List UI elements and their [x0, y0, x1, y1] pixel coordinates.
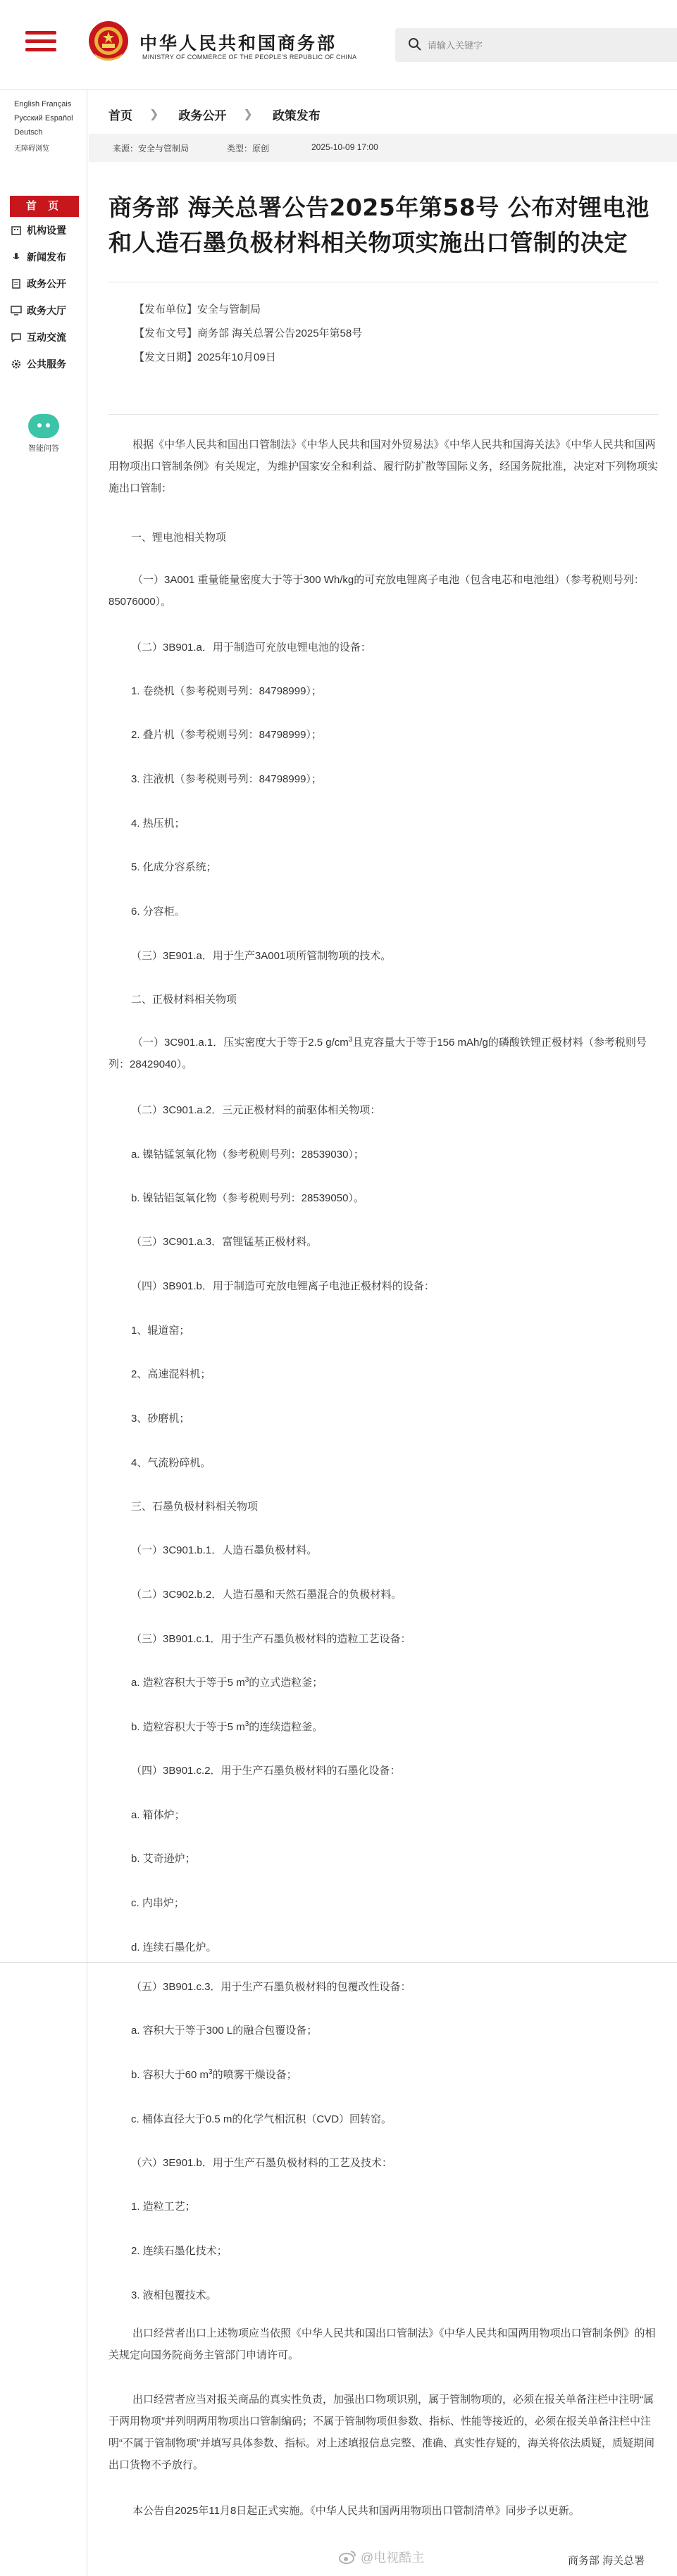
sidebar-item-services[interactable]	[10, 355, 83, 373]
clause-text: （二）3B901.a．用于制造可充放电锂电池的设备：	[131, 642, 371, 654]
section-heading: 一、锂电池相关物项	[131, 532, 227, 544]
section-separator	[0, 1962, 677, 1963]
list-item: 3. 注液机（参考税则号列：84798999）；	[131, 773, 322, 785]
list-item	[131, 1675, 323, 1689]
publish-number: 【发布文号】商务部 海关总署公告2025年第58号	[134, 327, 363, 339]
gear-icon	[10, 359, 23, 369]
section-heading: 二、正极材料相关物项	[131, 994, 237, 1006]
list-item	[131, 1719, 323, 1734]
search-icon[interactable]	[408, 37, 422, 51]
breadcrumb	[108, 99, 321, 130]
sidebar-item-label: 新闻发布	[27, 251, 66, 263]
document-icon	[10, 279, 23, 289]
sidebar-item-label: 公共服务	[27, 358, 66, 370]
sidebar-item-organization[interactable]	[10, 221, 83, 239]
publish-unit: 【发布单位】安全与管制局	[134, 304, 261, 315]
list-item: a. 容积大于等于300 L的融合包覆设备；	[131, 2025, 318, 2037]
chevron-right-icon: ❯	[149, 108, 159, 120]
article-meta-bar	[89, 134, 677, 162]
menu-icon[interactable]	[25, 31, 56, 56]
clause-text-part: 且克容量大于等于156 mAh/g的磷酸铁锂正极材料（参考税则号列：28429040）。	[108, 1037, 647, 1070]
monitor-icon	[10, 306, 23, 315]
clause-text: （三）3E901.a．用于生产3A001项所管制物项的技术。	[131, 950, 392, 962]
superscript: 3	[348, 1036, 353, 1044]
effective-paragraph: 本公告自2025年11月8日起正式实施。《中华人民共和国两用物项出口管制清单》同步予以更新。	[132, 2505, 580, 2517]
title-line-2: 和人造石墨负极材料相关物项实施出口管制的决定	[108, 229, 628, 256]
smart-qa-button[interactable]	[24, 414, 63, 454]
export-paragraph: 出口经营者出口上述物项应当依照《中华人民共和国出口管制法》《中华人民共和国两用物项出口管制条例》的相关规定向国务院商务主管部门申请许可。	[108, 2327, 656, 2361]
list-item: c. 桶体直径大于0.5 m的化学气相沉积（CVD）回转窑。	[131, 2113, 392, 2125]
list-item: 1. 造粒工艺；	[131, 2201, 196, 2213]
clause-text: （四）3B901.b．用于制造可充放电锂离子电池正极材料的设备：	[131, 1280, 435, 1292]
breadcrumb-affairs[interactable]: 政务公开	[178, 108, 227, 123]
list-item: c. 内串炉；	[131, 1897, 185, 1909]
list-item: 5. 化成分容系统；	[131, 861, 217, 873]
microphone-icon	[10, 252, 23, 262]
national-emblem-icon	[87, 20, 130, 63]
clause-text: （一）3C901.b.1．人造石墨负极材料。	[131, 1544, 318, 1556]
sidebar-item-label: 政务公开	[27, 278, 66, 289]
meta-source: 来源：安全与管制局	[113, 144, 190, 154]
building-icon	[10, 225, 23, 235]
section-heading: 三、石墨负极材料相关物项	[131, 1501, 259, 1513]
list-item-text: 的连续造粒釜。	[249, 1721, 323, 1733]
list-item-text: 的喷雾干燥设备；	[212, 2069, 297, 2081]
search-box	[395, 28, 677, 62]
meta-type: 类型：原创	[227, 144, 270, 154]
list-item-text: b. 造粒容积大于等于5 m	[131, 1721, 245, 1733]
smart-qa-label: 智能问答	[28, 444, 59, 453]
superscript: 3	[244, 1676, 249, 1684]
list-item: a. 箱体炉；	[131, 1809, 185, 1821]
language-links-1[interactable]: English Français	[14, 100, 72, 108]
top-header	[0, 0, 677, 90]
clause-text: （一）3A001 重量能量密度大于等于300 Wh/kg的可充放电锂离子电池（包含电芯和电池组）（参考税则号列：85076000）。	[108, 574, 645, 608]
list-item: 1. 卷绕机（参考税则号列：84798999）；	[131, 685, 322, 697]
list-item: a. 镍钴锰氢氧化物（参考税则号列：28539030）；	[131, 1149, 364, 1161]
meta-date: 2025-10-09 17:00	[311, 142, 378, 152]
chat-icon	[10, 332, 23, 342]
list-item: 3. 液相包覆技术。	[131, 2289, 217, 2301]
list-item: 1、辊道窑；	[131, 1325, 190, 1337]
title-line-1: 商务部 海关总署公告2025年第58号 公布对锂电池	[108, 194, 650, 221]
sidebar-item-news[interactable]	[10, 248, 83, 266]
site-title[interactable]: 中华人民共和国商务部	[139, 33, 337, 54]
site-subtitle: MINISTRY OF COMMERCE OF THE PEOPLE'S REPUBLIC OF CHINA	[142, 54, 357, 61]
list-item: 4、气流粉碎机。	[131, 1457, 211, 1469]
list-item: 6. 分容柜。	[131, 906, 185, 918]
language-links-2[interactable]: Русский Español	[14, 114, 73, 123]
robot-icon	[28, 414, 59, 438]
list-item: 3、砂磨机；	[131, 1413, 190, 1425]
clause-text: （三）3C901.a.3．富锂锰基正极材料。	[131, 1236, 318, 1248]
divider	[108, 414, 658, 415]
list-item-text: 的立式造粒釜；	[249, 1677, 323, 1689]
search-input[interactable]	[428, 35, 660, 55]
clause-text: （二）3C901.a.2．三元正极材料的前驱体相关物项：	[131, 1104, 381, 1116]
weibo-logo-icon	[338, 2549, 356, 2565]
watermark	[338, 2548, 424, 2566]
clause-text-part: （一）3C901.a.1．压实密度大于等于2.5 g/cm	[132, 1037, 349, 1049]
sidebar-item-affairs[interactable]	[10, 275, 83, 293]
customs-paragraph: 出口经营者应当对报关商品的真实性负责，加强出口物项识别，属于管制物项的，必须在报关单备注栏中注明“属于两用物项”并列明两用物项出口管制编码；不属于管制物项但参数、指标、性能等接近的，必须在报关单备注栏中注明“不属于管制物项”并填写具体参数、指标。对上述填报信息完整、准确、真实性存疑的，海关将依法质疑，质疑期间出口货物不予放行。	[108, 2394, 654, 2471]
watermark-text: @电视酷主	[361, 2551, 425, 2565]
superscript: 3	[209, 2068, 213, 2076]
list-item: d. 连续石墨化炉。	[131, 1942, 217, 1953]
sidebar-item-label: 机构设置	[27, 225, 66, 236]
article-title	[108, 190, 658, 261]
clause-text: （三）3B901.c.1．用于生产石墨负极材料的造粒工艺设备：	[131, 1633, 411, 1645]
sidebar-item-hall[interactable]	[10, 301, 83, 320]
clause-text	[108, 1032, 658, 1075]
list-item: b. 镍钴铝氢氧化物（参考税则号列：28539050）。	[131, 1192, 364, 1204]
left-sidebar	[0, 90, 87, 2576]
list-item-text: a. 造粒容积大于等于5 m	[131, 1677, 245, 1689]
sidebar-item-interaction[interactable]	[10, 328, 83, 346]
list-item-text: b. 容积大于60 m	[131, 2069, 209, 2081]
sidebar-item-label: 互动交流	[27, 332, 66, 343]
list-item: 2、高速混料机；	[131, 1368, 211, 1380]
sidebar-item-label: 政务大厅	[27, 305, 66, 316]
clause-text: （二）3C902.b.2．人造石墨和天然石墨混合的负极材料。	[131, 1589, 402, 1601]
list-item: b. 艾奇逊炉；	[131, 1853, 196, 1865]
breadcrumb-policy[interactable]: 政策发布	[272, 108, 321, 123]
list-item: 2. 连续石墨化技术；	[131, 2245, 228, 2257]
sidebar-item-home[interactable]: 首 页	[10, 196, 79, 217]
intro-paragraph: 根据《中华人民共和国出口管制法》《中华人民共和国对外贸易法》《中华人民共和国海关法》《中华人民共和国两用物项出口管制条例》有关规定，为维护国家安全和利益、履行防扩散等国际义务，经国务院批准，决定对下列物项实施出口管制：	[108, 439, 659, 494]
signature: 商务部 海关总署	[568, 2555, 645, 2567]
clause-text: （四）3B901.c.2．用于生产石墨负极材料的石墨化设备：	[131, 1765, 401, 1777]
list-item	[131, 2067, 297, 2082]
breadcrumb-home[interactable]: 首页	[108, 108, 132, 123]
publish-date: 【发文日期】2025年10月09日	[134, 351, 276, 363]
chevron-right-icon: ❯	[243, 108, 253, 120]
clause-text: （六）3E901.b．用于生产石墨负极材料的工艺及技术：	[131, 2157, 392, 2169]
list-item: 2. 叠片机（参考税则号列：84798999）；	[131, 729, 322, 741]
accessibility-link[interactable]: 无障碍浏览	[14, 145, 49, 153]
superscript: 3	[244, 1720, 249, 1728]
list-item: 4. 热压机；	[131, 818, 185, 830]
clause-text: （五）3B901.c.3．用于生产石墨负极材料的包覆改性设备：	[131, 1981, 411, 1993]
language-link-german[interactable]: Deutsch	[14, 128, 43, 137]
